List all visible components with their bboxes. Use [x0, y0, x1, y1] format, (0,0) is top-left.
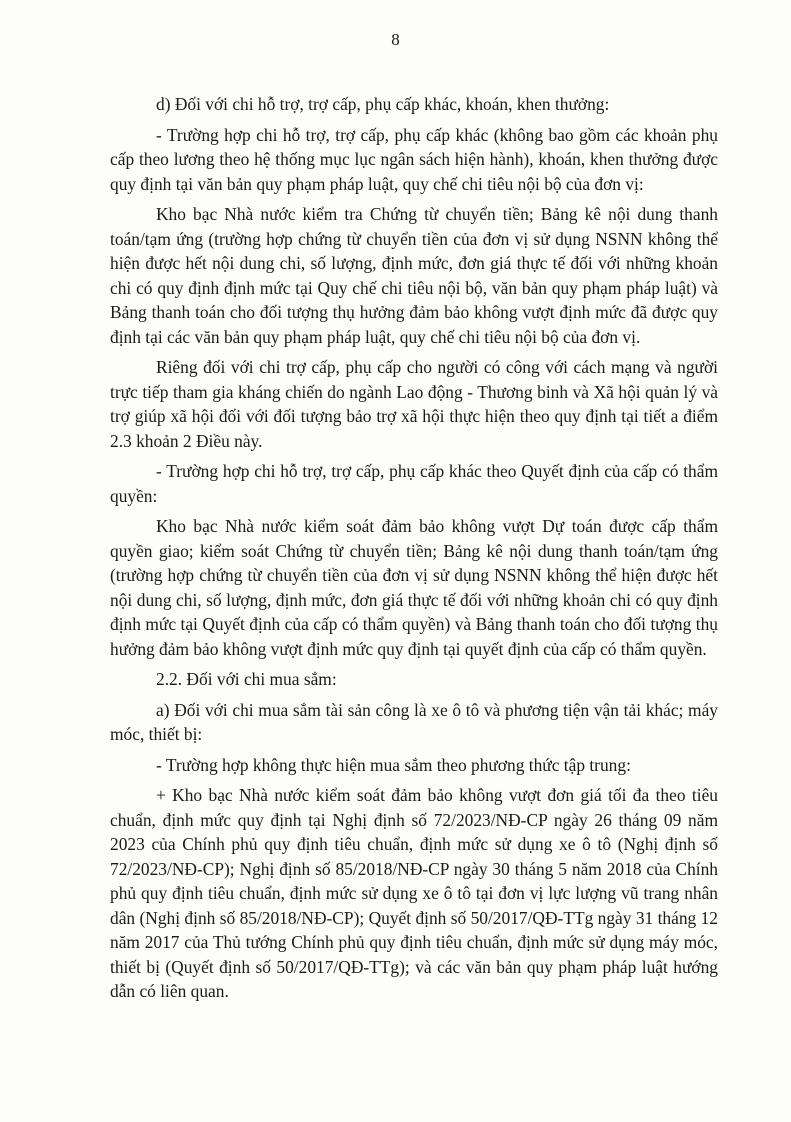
paragraph-a-vehicles: a) Đối với chi mua sắm tài sản công là xe ô tô và phương tiện vận tải khác; máy móc, thiết bị:	[110, 699, 718, 744]
paragraph-treasury-control: Kho bạc Nhà nước kiểm soát đảm bảo không vượt Dự toán được cấp thẩm quyền giao; kiểm soát Chứng từ chuyển tiền; Bảng kê nội dung thanh toán/tạm ứng (trường hợp chứng từ chuyển tiền của đơn vị sử dụng NSNN không thể hiện được hết nội dung chi, số lượng, định mức, đơn giá thực tế đối với những khoản chi có quy định định mức tại Quyết định của cấp có thẩm quyền) và Bảng thanh toán cho đối tượng thụ hưởng đảm bảo không vượt định mức quy định tại quyết định của cấp có thẩm quyền.	[110, 516, 718, 659]
paragraph-d-heading: d) Đối với chi hỗ trợ, trợ cấp, phụ cấp khác, khoán, khen thưởng:	[156, 94, 610, 114]
paragraph-treasury-check: Kho bạc Nhà nước kiểm tra Chứng từ chuyển tiền; Bảng kê nội dung thanh toán/tạm ứng (trường hợp chứng từ chuyển tiền của đơn vị sử dụng NSNN không thể hiện được hết nội dung chi, số lượng, định mức, đơn giá thực tế đối với những khoản chi có quy định định mức tại Quy chế chi tiêu nội bộ, văn bản quy phạm pháp luật) và Bảng thanh toán cho đối tượng thụ hưởng đảm bảo không vượt định mức đã được quy định tại các văn bản quy phạm pháp luật, quy chế chi tiêu nội bộ của đơn vị.	[110, 204, 718, 347]
paragraph-special-allowance: Riêng đối với chi trợ cấp, phụ cấp cho người có công với cách mạng và người trực tiếp tham gia kháng chiến do ngành Lao động - Thương binh và Xã hội quản lý và trợ giúp xã hội đối với đối tượng bảo trợ xã hội thực hiện theo quy định tại tiết a điểm 2.3 khoản 2 Điều này.	[110, 357, 718, 451]
paragraph-case-regulation: - Trường hợp chi hỗ trợ, trợ cấp, phụ cấp khác (không bao gồm các khoản phụ cấp theo lương theo hệ thống mục lục ngân sách hiện hành), khoán, khen thưởng được quy định tại văn bản quy phạm pháp luật, quy chế chi tiêu nội bộ của đơn vị:	[110, 124, 718, 194]
paragraph-section-2-2: 2.2. Đối với chi mua sắm:	[156, 669, 337, 689]
document-body	[110, 92, 718, 1010]
page-number: 8	[391, 30, 400, 49]
paragraph-max-unit-price: + Kho bạc Nhà nước kiểm soát đảm bảo không vượt đơn giá tối đa theo tiêu chuẩn, định mức quy định tại Nghị định số 72/2023/NĐ-CP ngày 26 tháng 09 năm 2023 của Chính phủ quy định tiêu chuẩn, định mức sử dụng xe ô tô (Nghị định số 72/2023/NĐ-CP); Nghị định số 85/2018/NĐ-CP ngày 30 tháng 5 năm 2018 của Chính phủ quy định tiêu chuẩn, định mức sử dụng xe ô tô tại đơn vị lực lượng vũ trang nhân dân (Nghị định số 85/2018/NĐ-CP); Quyết định số 50/2017/QĐ-TTg ngày 31 tháng 12 năm 2017 của Thủ tướng Chính phủ quy định tiêu chuẩn, định mức sử dụng máy móc, thiết bị (Quyết định số 50/2017/QĐ-TTg); và các văn bản quy phạm pháp luật hướng dẫn có liên quan.	[110, 785, 718, 1001]
paragraph-case-not-centralized: - Trường hợp không thực hiện mua sắm theo phương thức tập trung:	[156, 754, 631, 775]
paragraph-case-decision: - Trường hợp chi hỗ trợ, trợ cấp, phụ cấp khác theo Quyết định của cấp có thẩm quyền:	[110, 461, 718, 506]
